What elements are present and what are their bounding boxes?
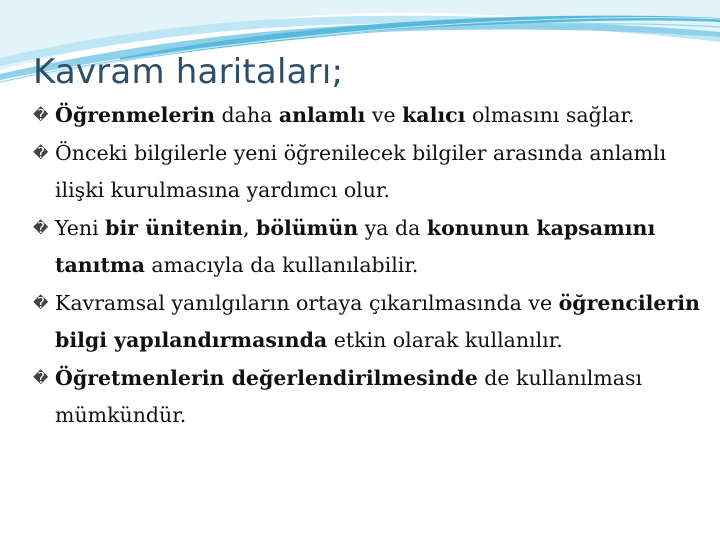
bullet-text-bold: öğrencilerin bilgi yapılandırmasında xyxy=(55,290,700,352)
bullet-item xyxy=(33,135,703,210)
bullet-text: Önceki bilgilerle yeni öğrenilecek bilgiler arasında anlamlı ilişki kurulmasına yardımcı olur. xyxy=(55,140,667,202)
bullet-text-bold: bir ünitenin xyxy=(105,215,243,240)
bullet-text-bold: konunun kapsamını tanıtma xyxy=(55,215,656,277)
bullet-text: daha xyxy=(215,103,279,127)
bullet-text: ve xyxy=(365,103,403,127)
bullet-item xyxy=(33,97,703,135)
bullet-marker-icon: � xyxy=(33,218,49,237)
slide-title: Kavram haritaları; xyxy=(33,52,344,92)
bullet-text: Yeni xyxy=(55,215,106,240)
bullet-text: de kullanılması mümkündür. xyxy=(55,365,643,427)
bullet-text: Kavramsal yanılgıların ortaya çıkarılmasında ve xyxy=(55,290,559,315)
bullet-marker-icon: � xyxy=(33,293,49,312)
bullet-item xyxy=(33,285,703,360)
bullet-text: olmasını sağlar. xyxy=(465,103,635,127)
bullet-text-bold: Öğrenmelerin xyxy=(55,103,215,127)
bullet-text: amacıyla da kullanılabilir. xyxy=(144,253,419,277)
bullet-list xyxy=(33,97,703,435)
bullet-text: etkin olarak kullanılır. xyxy=(327,328,563,352)
bullet-text-bold: bölümün xyxy=(255,215,359,240)
bullet-marker-icon: � xyxy=(33,143,49,162)
bullet-text: ya da xyxy=(358,215,427,240)
bullet-marker-icon: � xyxy=(33,106,49,124)
bullet-text-bold: kalıcı xyxy=(402,103,466,127)
bullet-marker-icon: � xyxy=(33,368,49,387)
bullet-text-bold: Öğretmenlerin değerlendirilmesinde xyxy=(55,365,478,390)
bullet-text-bold: anlamlı xyxy=(278,103,366,127)
bullet-item xyxy=(33,360,703,435)
bullet-text: , xyxy=(242,215,256,240)
bullet-item xyxy=(33,210,703,285)
